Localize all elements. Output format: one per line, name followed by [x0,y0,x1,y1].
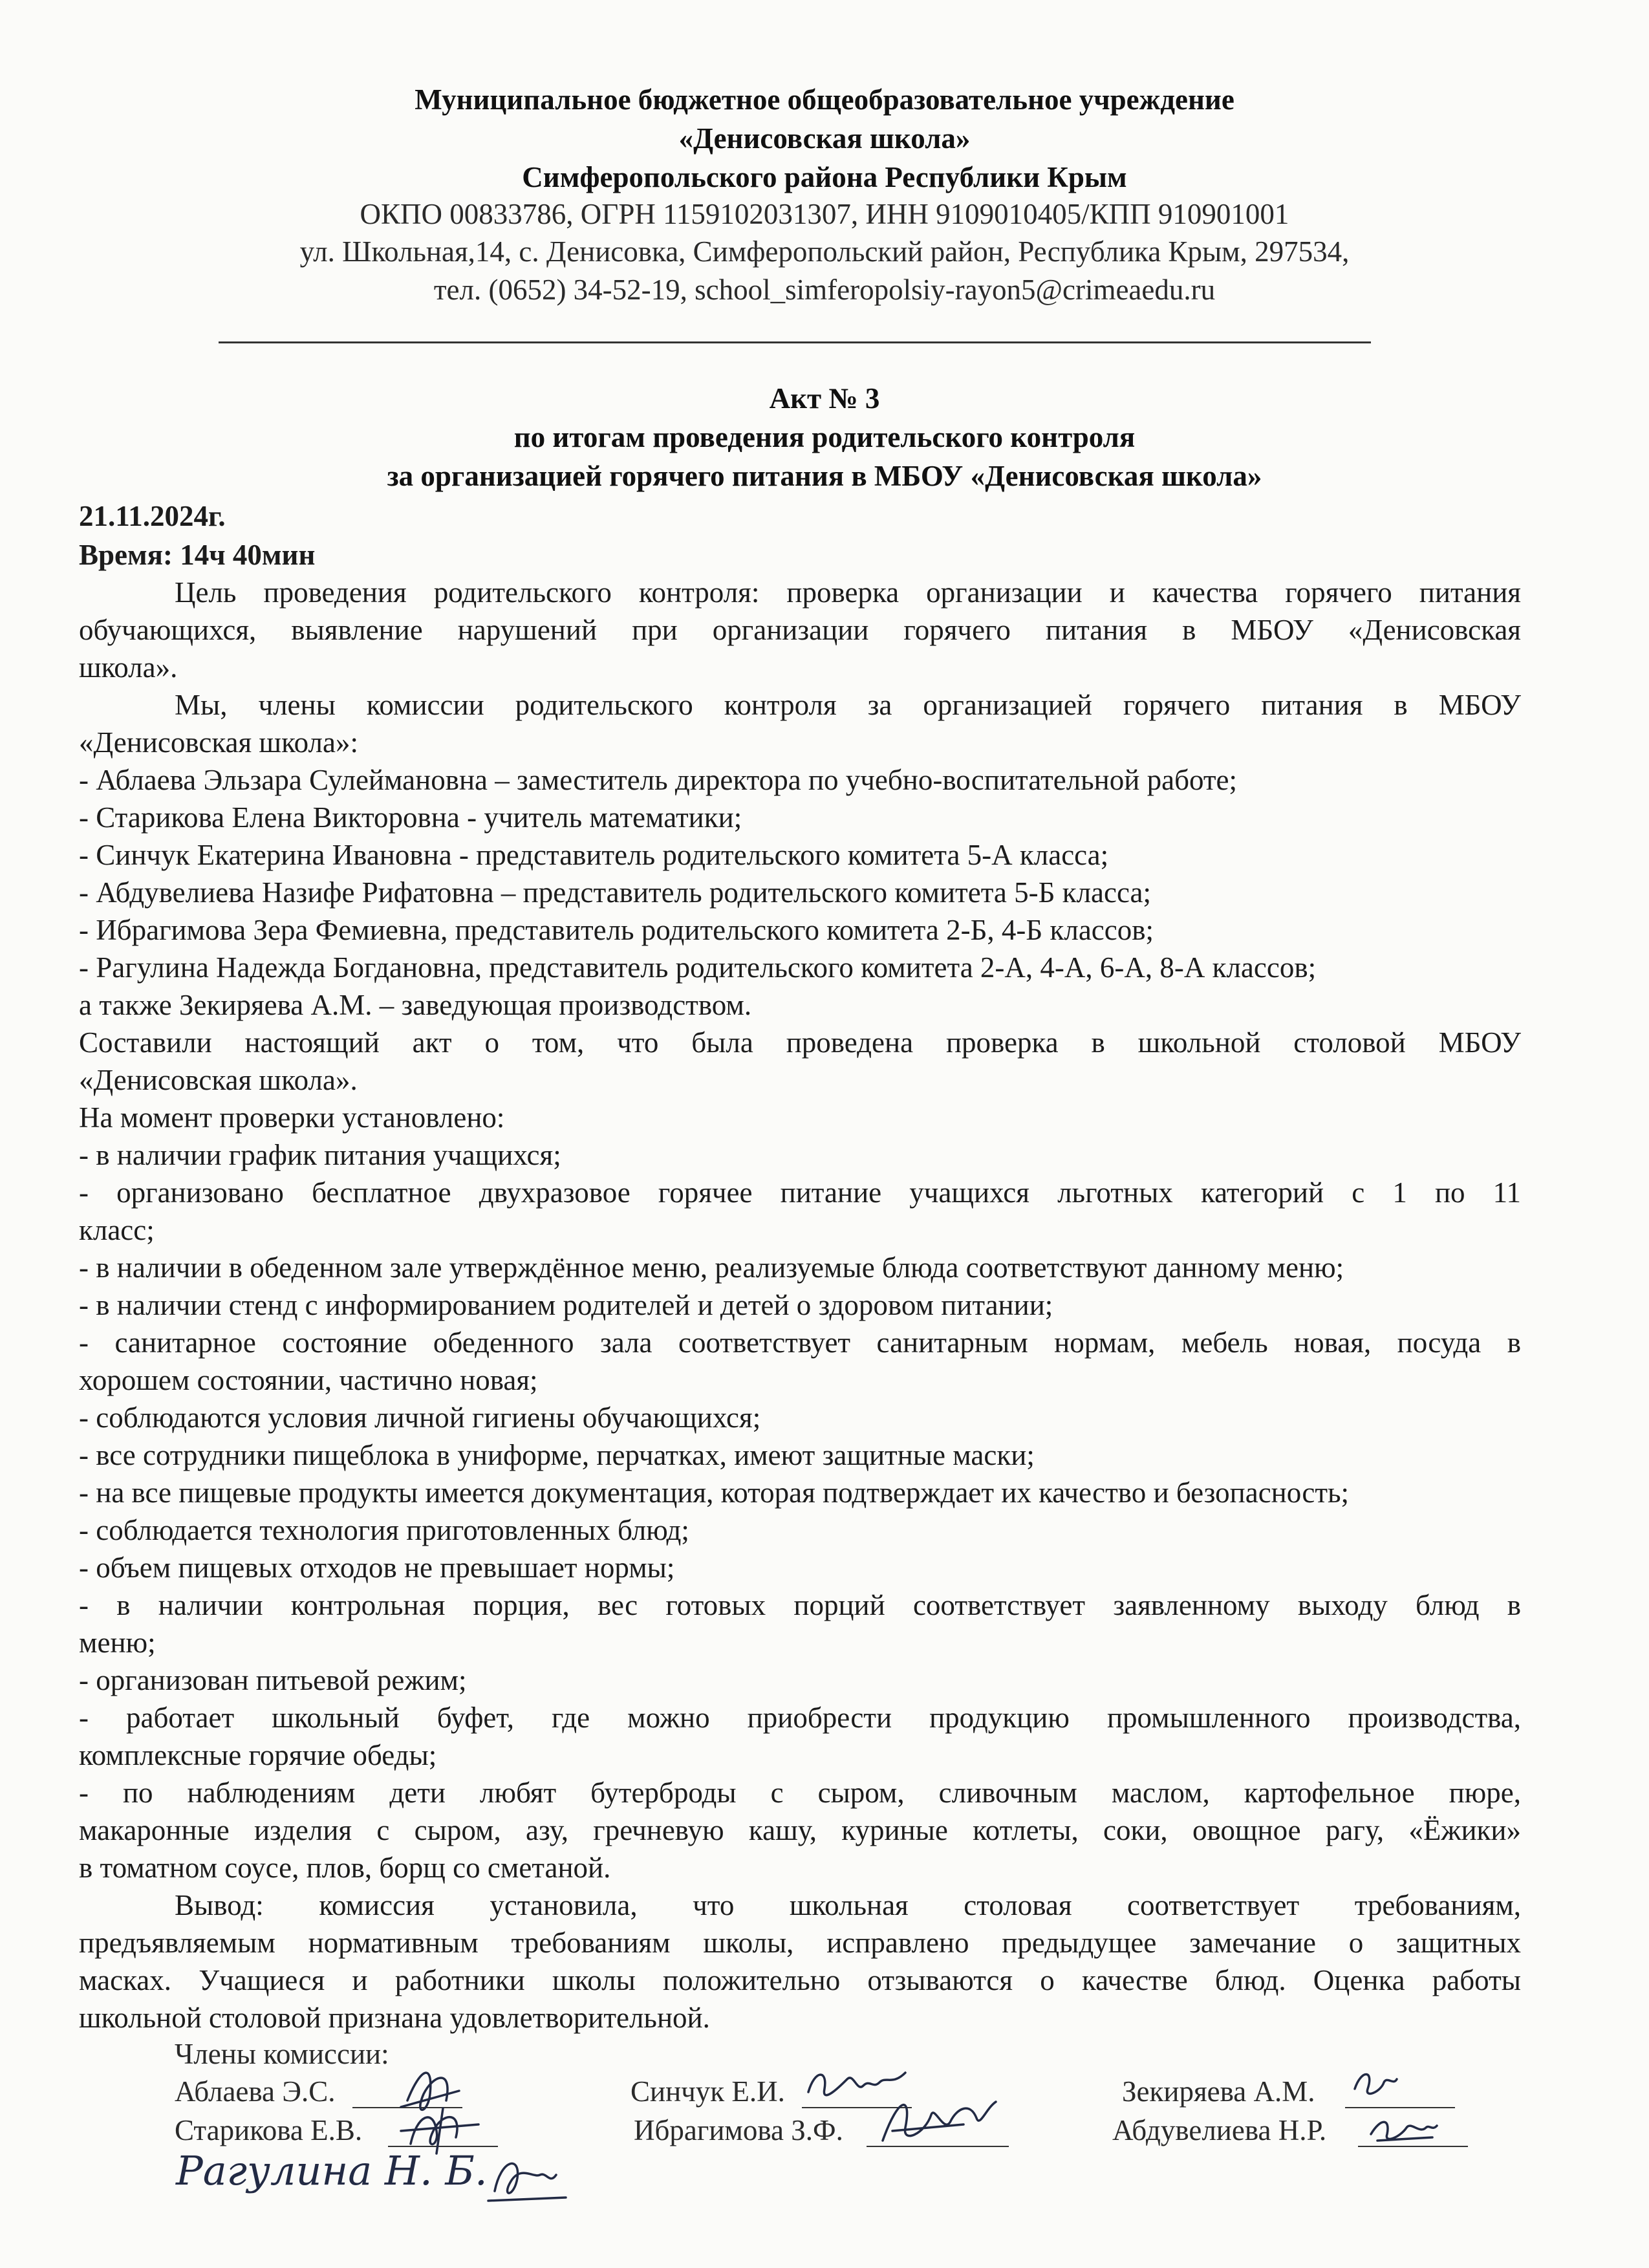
finding-item-cont: меню; [79,1626,156,1659]
signature-name: Синчук Е.И. [630,2075,785,2108]
member-item: - Ибрагимова Зера Фемиевна, представитель родительского комитета 2-Б, 4-Б классов; [79,914,1154,946]
finding-item: - в наличии график питания учащихся; [79,1139,561,1171]
finding-item-cont: макаронные изделия с сыром, азу, гречневую кашу, куриные котлеты, соки, овощное рагу, «Ёжики» [79,1814,1521,1846]
conclusion-line-3: масках. Учащиеся и работники школы положительно отзываются о качестве блюд. Оценка работы [79,1964,1521,1996]
conclusion-line-2: предъявляемым нормативным требованиям школы, исправлено предыдущее замечание о защитных [79,1927,1521,1959]
conclusion-line-1: Вывод: комиссия установила, что школьная столовая соответствует требованиям, [175,1889,1521,1921]
purpose-line-1: Цель проведения родительского контроля: проверка организации и качества горячего питания [175,576,1521,609]
signature-name: Старикова Е.В. [175,2114,363,2146]
finding-item: - организован питьевой режим; [79,1664,467,1696]
handwritten-signature-scribble [482,2146,572,2210]
finding-item: - работает школьный буфет, где можно приобрести продукцию промышленного производства, [79,1701,1521,1734]
purpose-line-3: школа». [79,651,178,684]
finding-item: - по наблюдениям дети любят бутерброды с сыром, сливочным маслом, картофельное пюре, [79,1777,1521,1809]
finding-item: - в наличии в обеденном зале утверждённое меню, реализуемые блюда соответствуют данному меню; [79,1251,1344,1284]
finding-item: - соблюдается технология приготовленных блюд; [79,1514,689,1546]
compiled-line-1: Составили настоящий акт о том, что была проведена проверка в школьной столовой МБОУ [79,1026,1521,1059]
header-divider [219,341,1371,343]
act-title: Акт № 3 [769,382,880,415]
school-name: «Денисовская школа» [678,122,971,155]
compiled-line-2: «Денисовская школа». [79,1064,358,1096]
member-item: - Рагулина Надежда Богдановна, представитель родительского комитета 2-А, 4-А, 6-А, 8-А классов; [79,951,1317,984]
act-subtitle-2: за организацией горячего питания в МБОУ «Денисовская школа» [387,460,1262,492]
signature-name: Зекиряева А.М. [1122,2075,1315,2108]
member-item: а также Зекиряева А.М. – заведующая производством. [79,989,752,1021]
signatures-heading: Члены комиссии: [175,2038,389,2070]
finding-item-cont: комплексные горячие обеды; [79,1739,437,1771]
findings-intro: На момент проверки установлено: [79,1101,505,1134]
address: ул. Школьная,14, с. Денисовка, Симферопольский район, Республика Крым, 297534, [299,235,1350,268]
signature-scribble [1364,2111,1442,2150]
signature-scribble [873,2089,1002,2154]
region-name: Симферопольского района Республики Крым [522,161,1127,193]
signature-name: Абдувелиева Н.Р. [1112,2114,1327,2146]
finding-item: - объем пищевых отходов не превышает нормы; [79,1551,675,1584]
finding-item: - все сотрудники пищеблока в униформе, перчатках, имеют защитные маски; [79,1439,1035,1471]
finding-item-cont: в томатном соусе, плов, борщ со сметаной. [79,1852,611,1884]
finding-item: - санитарное состояние обеденного зала соответствует санитарным нормам, мебель новая, посуда в [79,1326,1521,1359]
handwritten-signature-name: Рагулина Н. Б. [176,2147,488,2194]
finding-item: - на все пищевые продукты имеется документация, которая подтверждает их качество и безопасность; [79,1476,1350,1509]
finding-item: - в наличии контрольная порция, вес готовых порций соответствует заявленному выходу блюд в [79,1589,1521,1621]
purpose-line-2: обучающихся, выявление нарушений при организации горячего питания в МБОУ «Денисовская [79,614,1521,646]
contacts: тел. (0652) 34-52-19, school_simferopolsiy-rayon5@crimeaedu.ru [433,274,1216,306]
member-item: - Старикова Елена Викторовна - учитель математики; [79,801,742,834]
act-subtitle-1: по итогам проведения родительского контроля [513,421,1136,453]
member-item: - Абдувелиева Назифе Рифатовна – представитель родительского комитета 5-Б класса; [79,876,1151,909]
commission-intro-2: «Денисовская школа»: [79,726,358,759]
signature-scribble [1345,2063,1403,2108]
signature-name: Аблаева Э.С. [175,2075,336,2108]
finding-item-cont: хорошем состоянии, частично новая; [79,1364,538,1396]
act-time: Время: 14ч 40мин [79,539,316,571]
member-item: - Аблаева Эльзара Сулеймановна – заместитель директора по учебно-воспитательной работе; [79,764,1238,796]
act-date: 21.11.2024г. [79,500,226,532]
finding-item-cont: класс; [79,1214,155,1246]
finding-item: - организовано бесплатное двухразовое горячее питание учащихся льготных категорий с 1 по 11 [79,1176,1521,1209]
commission-intro-1: Мы, члены комиссии родительского контроля за организацией горячего питания в МБОУ [175,689,1521,721]
member-item: - Синчук Екатерина Ивановна - представитель родительского комитета 5-А класса; [79,839,1109,871]
conclusion-line-4: школьной столовой признана удовлетворительной. [79,2002,710,2034]
finding-item: - соблюдаются условия личной гигиены обучающихся; [79,1401,761,1434]
finding-item: - в наличии стенд с информированием родителей и детей о здоровом питании; [79,1289,1053,1321]
registration-codes: ОКПО 00833786, ОГРН 1159102031307, ИНН 9109010405/КПП 910901001 [360,198,1289,230]
signature-name: Ибрагимова З.Ф. [634,2114,843,2146]
org-name: Муниципальное бюджетное общеобразовательное учреждение [415,83,1234,116]
